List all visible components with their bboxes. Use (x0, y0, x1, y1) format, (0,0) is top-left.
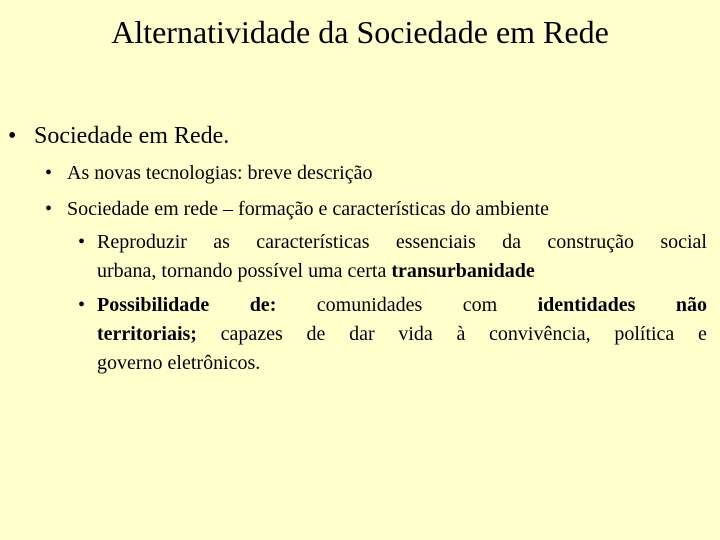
slide-title: Alternatividade da Sociedade em Rede (111, 14, 609, 50)
word: características (256, 231, 370, 253)
bullet-level3: • (78, 294, 86, 316)
bold-word: territoriais; (97, 323, 197, 345)
word: as (213, 231, 230, 253)
line-text: urbana, tornando possível uma certa (97, 260, 392, 282)
level3-item2-line2 (97, 321, 707, 347)
word: de (306, 323, 326, 345)
word: convivência, (489, 323, 591, 345)
word: e (698, 323, 707, 345)
bullet-text-level2-1: As novas tecnologias: breve descrição (67, 162, 373, 184)
bold-word: identidades (537, 294, 636, 316)
bullet-text-level1: Sociedade em Rede. (34, 123, 230, 149)
bullet-level3: • (78, 231, 86, 253)
bold-word: não (675, 294, 707, 316)
bullet-level2: • (45, 198, 53, 220)
level3-item2-line1 (97, 292, 707, 318)
level3-item2-line3: governo eletrônicos. (97, 352, 261, 374)
word: da (502, 231, 522, 253)
word: com (462, 294, 498, 316)
level3-item1-line1 (97, 229, 707, 255)
word: capazes (220, 323, 283, 345)
bold-term: transurbanidade (391, 260, 535, 282)
word: Reproduzir (97, 231, 187, 253)
bullet-level2: • (45, 162, 53, 184)
word: essenciais (395, 231, 476, 253)
word: à (456, 323, 466, 345)
word: comunidades (316, 294, 423, 316)
word: política (614, 323, 675, 345)
word: social (660, 231, 707, 253)
bold-word: de: (249, 294, 277, 316)
bullet-level1: • (8, 123, 17, 149)
bold-word: Possibilidade (97, 294, 210, 316)
level3-item1-line2 (97, 258, 535, 284)
word: dar (349, 323, 375, 345)
bullet-text-level2-2: Sociedade em rede – formação e características do ambiente (67, 198, 549, 220)
word: vida (398, 323, 433, 345)
word: construção (547, 231, 634, 253)
